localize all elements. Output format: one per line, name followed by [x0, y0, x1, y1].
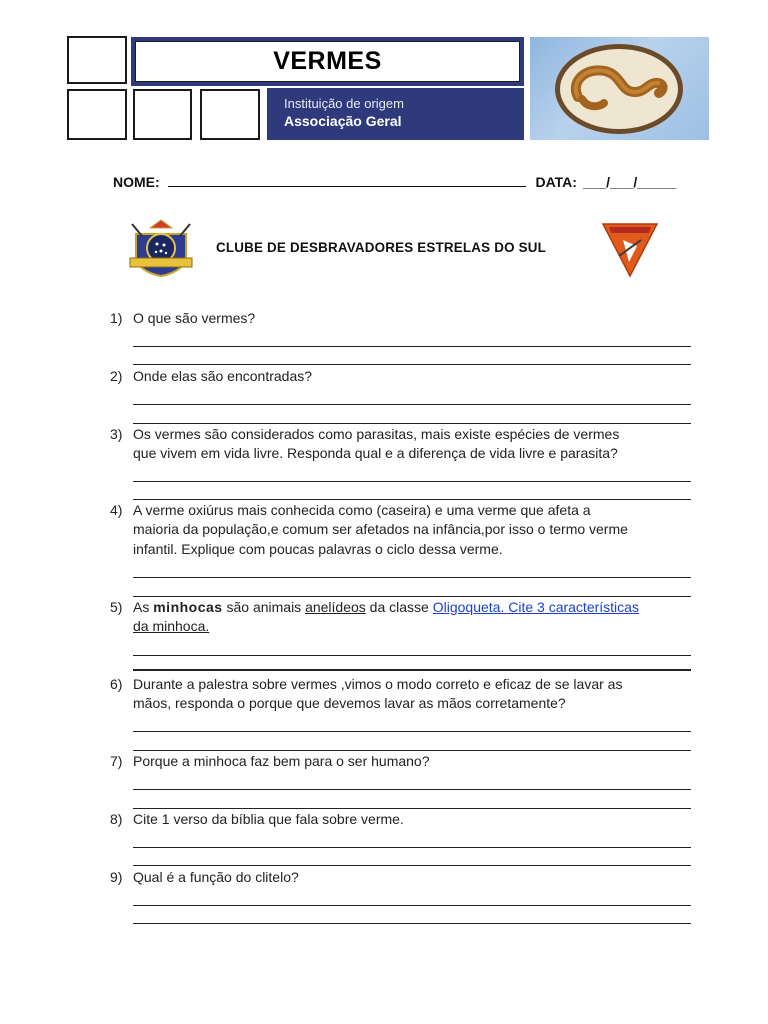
header-box-1: [67, 36, 127, 84]
text-bold-minhocas: minhocas: [153, 599, 223, 615]
text-segment: As: [133, 599, 154, 615]
question-text: Onde elas são encontradas?: [133, 368, 313, 384]
question-text: Qual é a função do clitelo?: [133, 869, 299, 885]
question-text-line-2: da minhoca.: [133, 618, 210, 634]
institution-box: [267, 88, 524, 140]
answer-line[interactable]: [133, 865, 691, 866]
text-segment: da classe: [365, 599, 433, 615]
question-number: 2): [110, 368, 123, 384]
header-box-3: [133, 89, 192, 140]
question-text-line-2: maioria da população,e comum ser afetados na infância,por isso o termo verme: [133, 521, 628, 537]
question-number: 4): [110, 502, 123, 518]
worm-badge-panel: [530, 37, 709, 140]
page-title: VERMES: [135, 41, 520, 82]
question-text-line-2: mãos, responda o porque que devemos lavar as mãos corretamente?: [133, 695, 566, 711]
answer-line[interactable]: [133, 364, 691, 365]
pathfinder-logo: [601, 222, 659, 283]
answer-line[interactable]: [133, 923, 691, 924]
answer-line[interactable]: [133, 655, 691, 656]
answer-line[interactable]: [133, 404, 691, 405]
date-label: DATA:: [535, 174, 577, 190]
title-banner: [131, 37, 524, 86]
question-number: 8): [110, 811, 123, 827]
question-text: Cite 1 verso da bíblia que fala sobre verme.: [133, 811, 404, 827]
question-text-line-1: Os vermes são considerados como parasitas, mais existe espécies de vermes: [133, 426, 620, 442]
answer-line[interactable]: [133, 346, 691, 347]
name-date-line: [113, 174, 676, 190]
answer-line[interactable]: [133, 847, 691, 848]
name-label: NOME:: [113, 174, 160, 190]
club-name: CLUBE DE DESBRAVADORES ESTRELAS DO SUL: [216, 240, 546, 255]
answer-line[interactable]: [133, 596, 691, 597]
header-box-4: [200, 89, 260, 140]
question-text: Porque a minhoca faz bem para o ser humano?: [133, 753, 430, 769]
question-text-line-2: que vivem em vida livre. Responda qual e a diferença de vida livre e parasita?: [133, 445, 618, 461]
question-number: 1): [110, 310, 123, 326]
institution-name: Associação Geral: [284, 113, 402, 129]
answer-line[interactable]: [133, 808, 691, 809]
worm-badge-icon: [530, 37, 709, 140]
question-text-line-1: Durante a palestra sobre vermes ,vimos o modo correto e eficaz de se lavar as: [133, 676, 623, 692]
header-box-2: [67, 89, 127, 140]
question-text-line-1: A verme oxiúrus mais conhecida como (caseira) e uma verme que afeta a: [133, 502, 591, 518]
text-underlined-cite: . Cite 3 características: [500, 599, 639, 615]
question-number: 5): [110, 599, 123, 615]
answer-line[interactable]: [133, 905, 691, 906]
answer-line[interactable]: [133, 789, 691, 790]
answer-line[interactable]: [133, 577, 691, 578]
question-number: 3): [110, 426, 123, 442]
answer-line[interactable]: [133, 481, 691, 482]
club-logo: [126, 214, 196, 283]
question-text-line-1: [133, 598, 693, 617]
answer-line[interactable]: [133, 423, 691, 424]
question-text-line-3: infantil. Explique com poucas palavras o ciclo dessa verme.: [133, 541, 503, 557]
question-number: 9): [110, 869, 123, 885]
date-field[interactable]: ___/___/_____: [582, 174, 677, 190]
question-number: 7): [110, 753, 123, 769]
answer-line[interactable]: [133, 731, 691, 732]
answer-line[interactable]: [133, 750, 691, 751]
text-underlined-anelideos: anelídeos: [305, 599, 366, 615]
question-text: O que são vermes?: [133, 310, 256, 326]
question-number: 6): [110, 676, 123, 692]
answer-line[interactable]: [133, 669, 691, 671]
answer-line[interactable]: [133, 499, 691, 500]
oligoqueta-link[interactable]: Oligoqueta: [432, 599, 501, 615]
institution-label: Instituição de origem: [284, 96, 404, 111]
name-field[interactable]: [168, 175, 526, 187]
text-segment: são animais: [222, 599, 306, 615]
